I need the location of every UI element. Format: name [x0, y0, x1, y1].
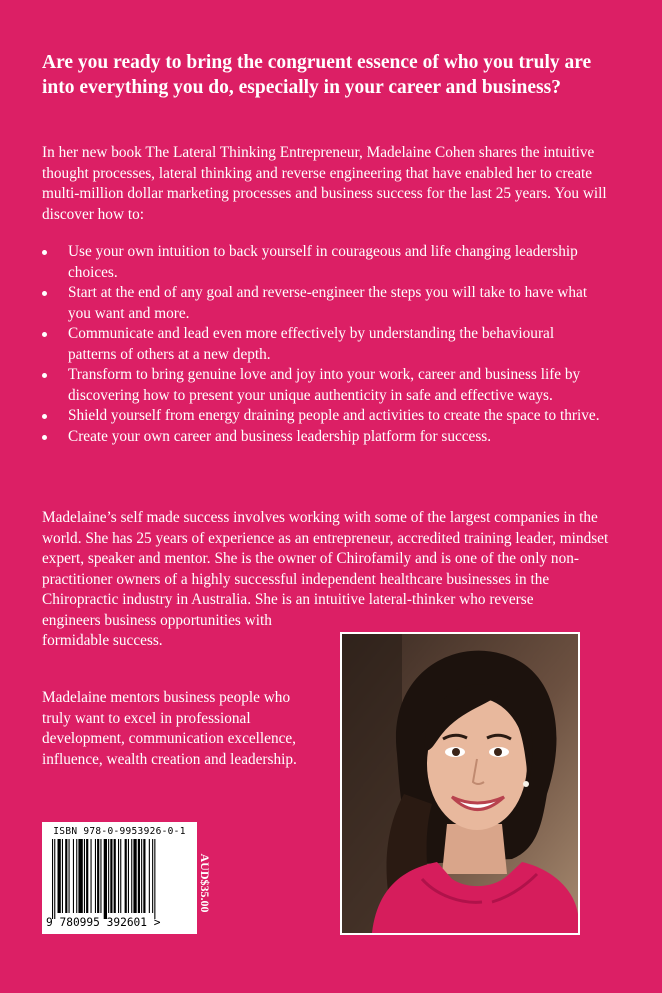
barcode-bar: [73, 839, 74, 913]
list-item-text: Start at the end of any goal and reverse-engineer the steps you will take to have what you want and more.: [68, 284, 588, 322]
barcode-bar: [114, 839, 116, 913]
bullet-icon: [42, 250, 47, 255]
barcode-bar: [120, 839, 121, 913]
barcode-bar: [128, 839, 129, 913]
headline: Are you ready to bring the congruent essence of who you truly are into everything you do, especially in your career and business?: [42, 52, 592, 98]
bullet-icon: [42, 373, 47, 378]
author-photo: [340, 632, 580, 935]
list-item: [42, 365, 602, 406]
list-item-text: Shield yourself from energy draining people and activities to create the space to thrive.: [68, 407, 600, 424]
barcode-bar: [110, 839, 112, 913]
bio-paragraph: [42, 508, 627, 652]
list-item-text: Transform to bring genuine love and joy into your work, career and business life by discovering how to present your unique authenticity in safe and effective ways.: [68, 366, 581, 404]
list-item: [42, 406, 602, 427]
list-item: [42, 242, 602, 283]
barcode-bar: [138, 839, 140, 913]
isbn-barcode: [42, 822, 197, 934]
barcode-bar: [58, 839, 61, 913]
barcode-bar: [125, 839, 127, 913]
barcode-bar: [100, 839, 101, 913]
barcode-bar: [62, 839, 63, 913]
list-item-text: Create your own career and business leadership platform for success.: [68, 427, 492, 445]
barcode-bar: [141, 839, 142, 913]
barcode-bar: [91, 839, 92, 913]
barcode-digits: 9 780995 392601 >: [46, 916, 161, 929]
barcode-bar: [95, 839, 96, 913]
bio-main-text: Madelaine’s self made success involves working with some of the largest companies in the world. She has 25 years of experience as an entrepreneur, accredited training leader, mindset expert, speaker and mentor. She is the owner of Chirofamily and is one of the only non-practitioner owners of a highly successful independent healthcare businesses in the Chiropractic industry in Australia. She is an intuitive lateral-thinker who reverse: [42, 509, 609, 608]
bullet-icon: [42, 332, 47, 337]
barcode-bar: [97, 839, 99, 913]
barcode-bar: [69, 839, 70, 913]
list-item-text: Communicate and lead even more effectively by understanding the behavioural patterns of others at a new depth.: [68, 325, 555, 363]
mentor-paragraph: Madelaine mentors business people who truly want to excel in professional development, communication excellence, influence, wealth creation and leadership.: [42, 689, 297, 768]
bullet-icon: [42, 291, 47, 296]
intro-paragraph: In her new book The Lateral Thinking Entrepreneur, Madelaine Cohen shares the intuitive thought processes, lateral thinking and reverse engineering that have enabled her to create multi-million dollar marketing processes and business success for the last 25 years. You will discover how to:: [42, 144, 607, 223]
barcode-bar: [154, 839, 155, 919]
list-item: [42, 324, 602, 365]
barcode-bar: [133, 839, 136, 913]
barcode-bar: [108, 839, 109, 913]
price-text: AUD$35.00: [198, 853, 212, 913]
list-item: [42, 283, 602, 324]
bullet-icon: [42, 414, 47, 419]
barcode-bar: [152, 839, 153, 913]
bio-tail-text: engineers business opportunities with formidable success.: [42, 611, 272, 649]
bullet-icon: [42, 435, 47, 440]
barcode-bar: [54, 839, 55, 919]
barcode-bars: [52, 839, 190, 919]
barcode-bar: [86, 839, 88, 913]
benefit-list: [42, 242, 602, 447]
barcode-bar: [131, 839, 132, 913]
list-item: [42, 427, 602, 448]
barcode-bar: [65, 839, 67, 913]
barcode-bar: [52, 839, 53, 919]
list-item-text: Use your own intuition to back yourself in courageous and life changing leadership choices.: [68, 243, 578, 281]
barcode-bar: [78, 839, 82, 913]
barcode-bar: [118, 839, 119, 913]
barcode-bar: [104, 839, 107, 919]
barcode-bar: [149, 839, 150, 913]
price-label: [197, 832, 211, 932]
isbn-label: ISBN 978-0-9953926-0-1: [53, 826, 186, 837]
barcode-bar: [143, 839, 145, 913]
barcode-bar: [84, 839, 85, 913]
barcode-bar: [76, 839, 77, 913]
